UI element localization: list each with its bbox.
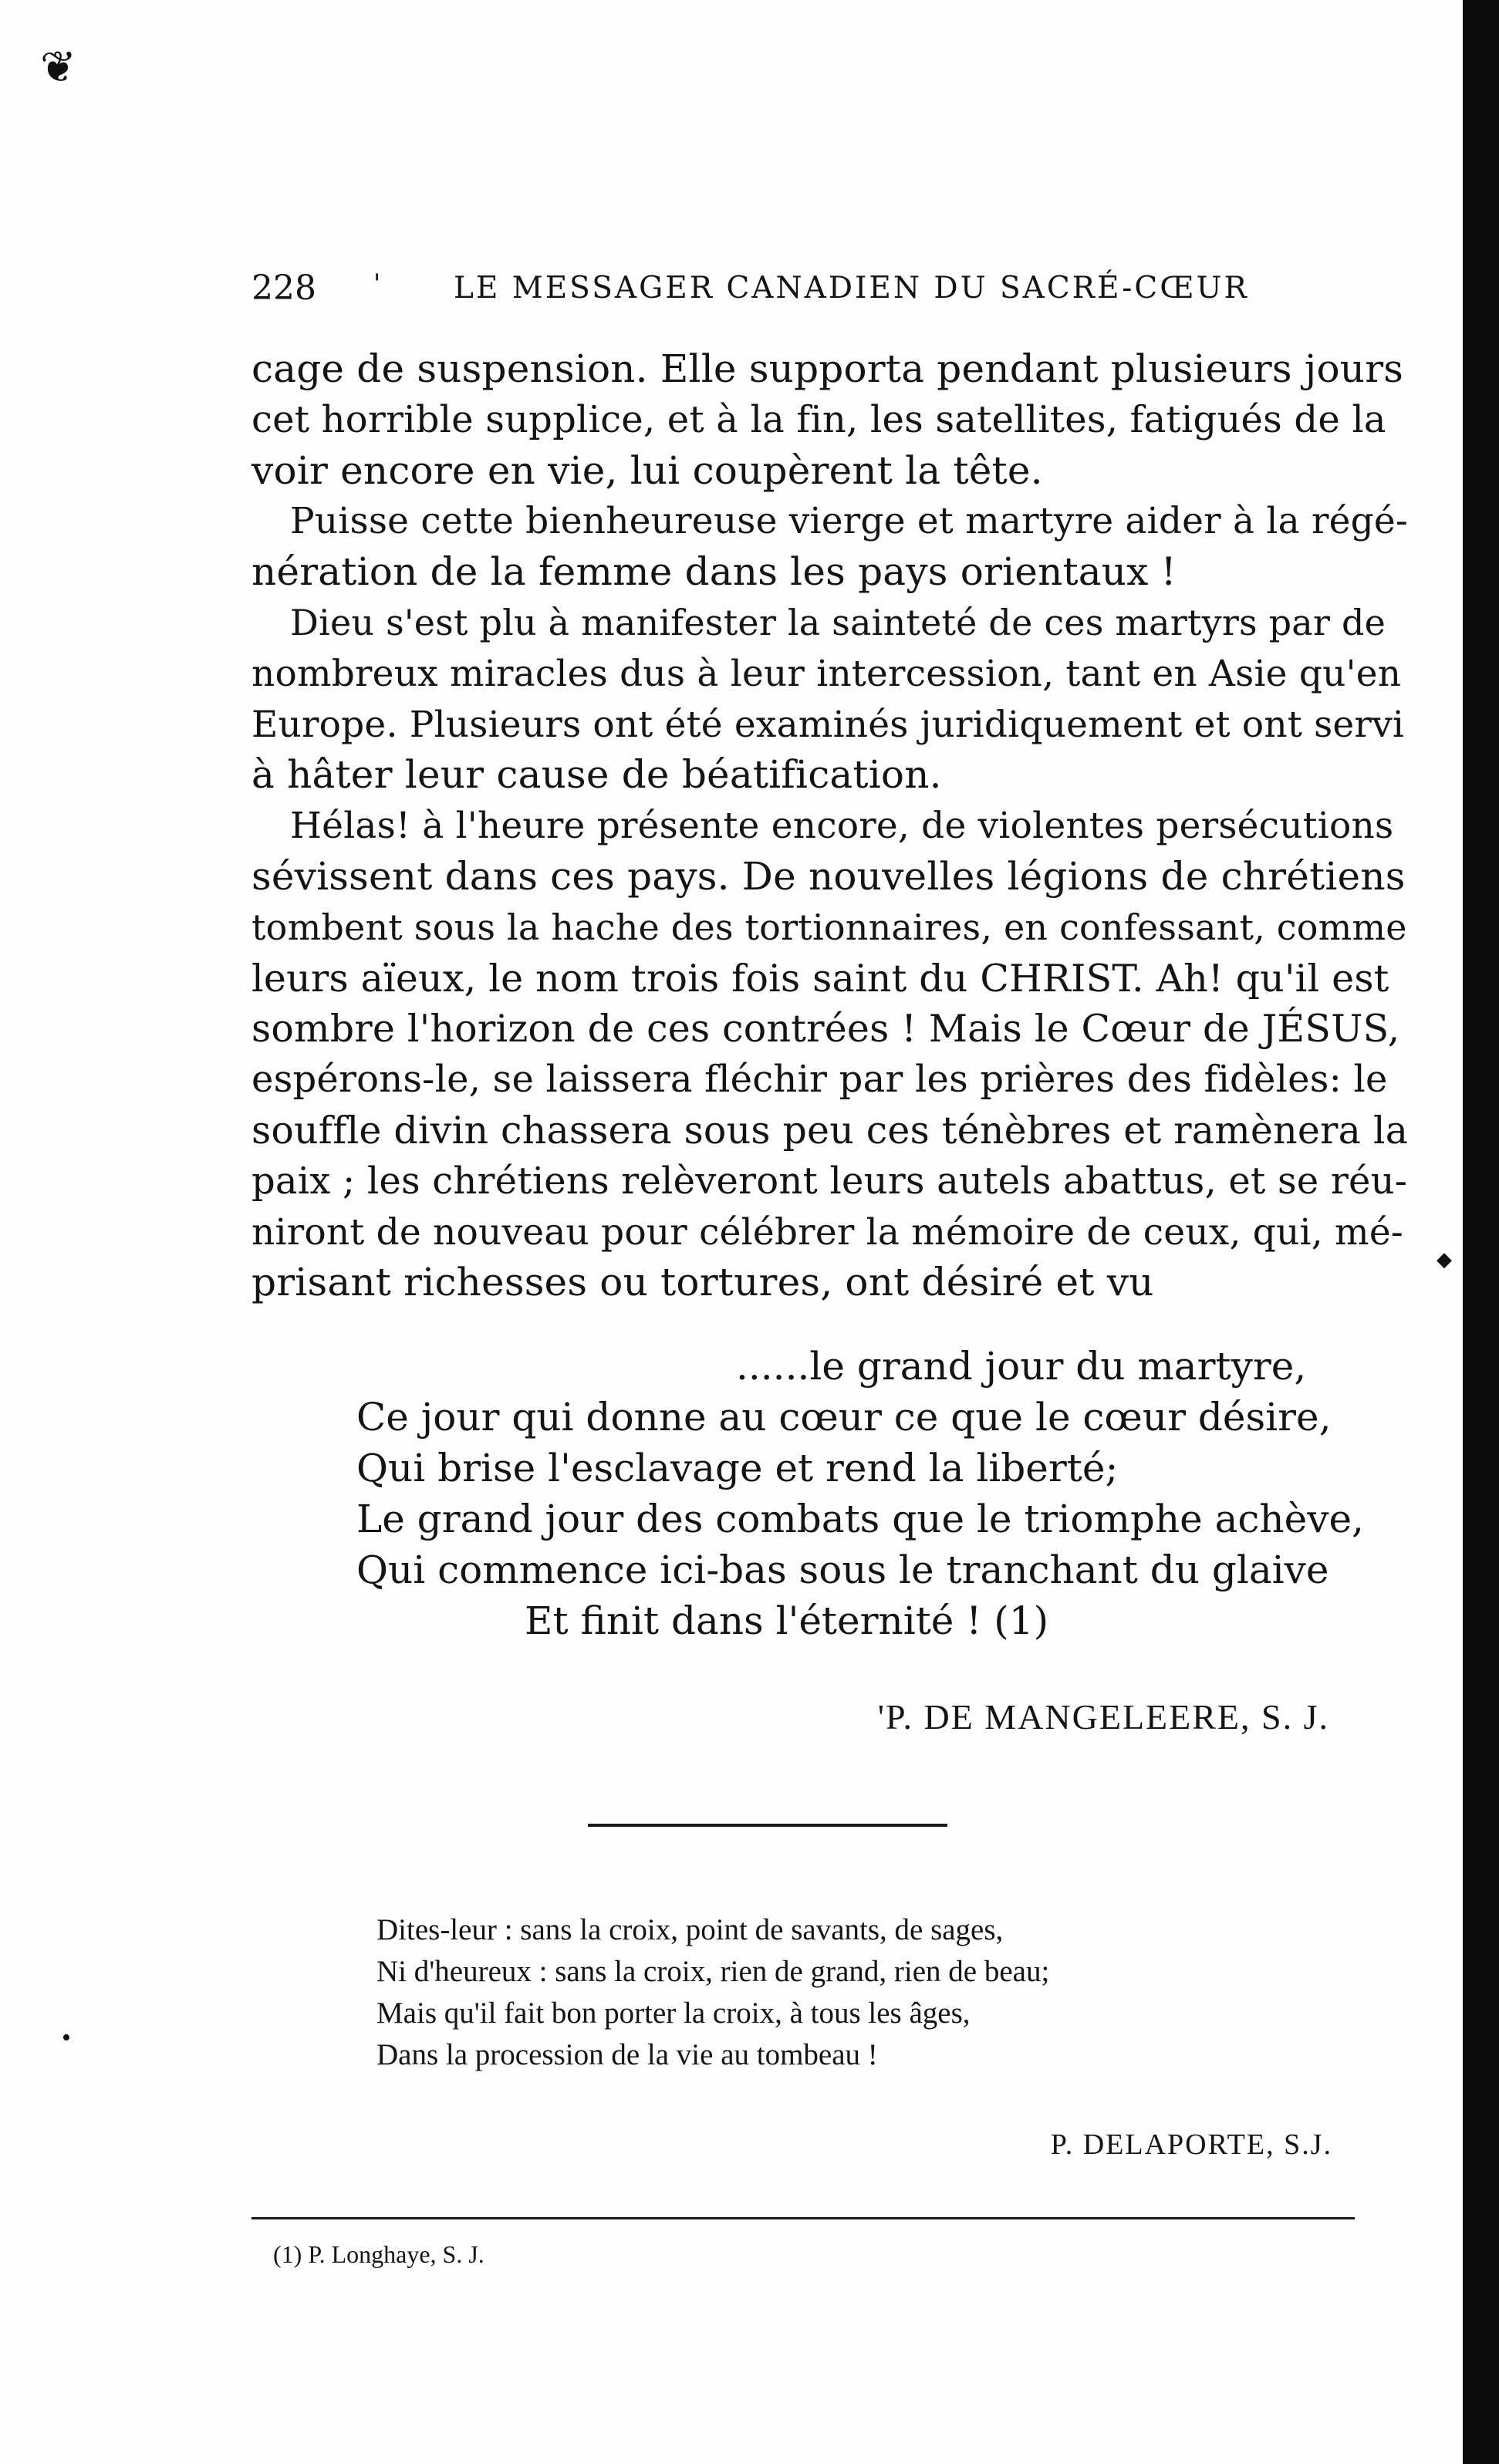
running-title: LE MESSAGER CANADIEN DU SACRÉ-CŒUR <box>454 271 1249 305</box>
body-line: cage de suspension. Elle supporta pendant plusieurs jours <box>252 346 1404 391</box>
verse-line: Ni d'heureux : sans la croix, rien de grand, rien de beau; <box>376 1955 1050 1988</box>
signature: P. DELAPORTE, S.J. <box>1050 2128 1332 2161</box>
verse-line: Dites-leur : sans la croix, point de savants, de sages, <box>376 1913 1004 1946</box>
footnote-divider <box>252 2217 1355 2219</box>
page-header <box>252 265 1332 312</box>
header-separator: ' <box>373 268 381 299</box>
margin-arrow-mark: ◆ <box>1437 1248 1452 1271</box>
body-line: Dieu s'est plu à manifester la sainteté de ces martyrs par de <box>290 601 1386 643</box>
body-line: à hâter leur cause de béatification. <box>252 752 942 798</box>
body-line: leurs aïeux, le nom trois fois saint du CHRIST. Ah! qu'il est <box>252 956 1389 1001</box>
body-line: paix ; les chrétiens relèveront leurs autels abattus, et se réu- <box>252 1159 1408 1203</box>
poem-line: Et finit dans l'éternité ! (1) <box>525 1598 1049 1643</box>
footnote: (1) P. Longhaye, S. J. <box>273 2240 484 2268</box>
body-line: Puisse cette bienheureuse vierge et martyre aider à la régé- <box>290 500 1409 543</box>
page-number: 228 <box>252 268 316 308</box>
body-line: espérons-le, se laissera fléchir par les prières des fidèles: le <box>252 1058 1388 1102</box>
body-line: Hélas! à l'heure présente encore, de violentes persécutions <box>290 805 1394 848</box>
poem-line: Qui brise l'esclavage et rend la liberté; <box>356 1446 1119 1490</box>
body-line: niront de nouveau pour célébrer la mémoire de ceux, qui, mé- <box>252 1210 1403 1254</box>
body-line: voir encore en vie, lui coupèrent la tête. <box>252 447 1043 493</box>
signature: 'P. DE MANGELEERE, S. J. <box>877 1697 1329 1737</box>
body-text <box>252 344 1409 1308</box>
poem-line: Qui commence ici-bas sous le tranchant du glaive <box>356 1548 1329 1592</box>
poem-line: Ce jour qui donne au cœur ce que le cœur désire, <box>356 1395 1332 1440</box>
fleuron-mark: ❦ <box>40 44 76 92</box>
body-line: sévissent dans ces pays. De nouvelles légions de chrétiens <box>252 853 1406 899</box>
body-line: nombreux miracles dus à leur intercession, tant en Asie qu'en <box>252 652 1402 695</box>
verse-line: Dans la procession de la vie au tombeau ! <box>376 2038 878 2071</box>
scan-edge-bar <box>1463 0 1499 2464</box>
section-divider <box>588 1824 947 1827</box>
body-line: cet horrible supplice, et à la fin, les satellites, fatigués de la <box>252 397 1386 441</box>
margin-dot-mark: • <box>62 2024 71 2052</box>
poem-line: Le grand jour des combats que le triomphe achève, <box>356 1497 1364 1541</box>
body-line: nération de la femme dans les pays orientaux ! <box>252 549 1177 595</box>
body-line: tombent sous la hache des tortionnaires, en confessant, comme <box>252 906 1407 948</box>
body-line: prisant richesses ou tortures, ont désiré et vu <box>252 1260 1154 1305</box>
verse-line: Mais qu'il fait bon porter la croix, à tous les âges, <box>376 1997 971 2030</box>
body-line: souffle divin chassera sous peu ces ténèbres et ramènera la <box>252 1108 1409 1153</box>
poem-line: ......le grand jour du martyre, <box>736 1344 1307 1389</box>
body-line: Europe. Plusieurs ont été examinés juridiquement et ont servi <box>252 703 1405 746</box>
body-line: sombre l'horizon de ces contrées ! Mais le Cœur de JÉSUS, <box>252 1007 1400 1051</box>
